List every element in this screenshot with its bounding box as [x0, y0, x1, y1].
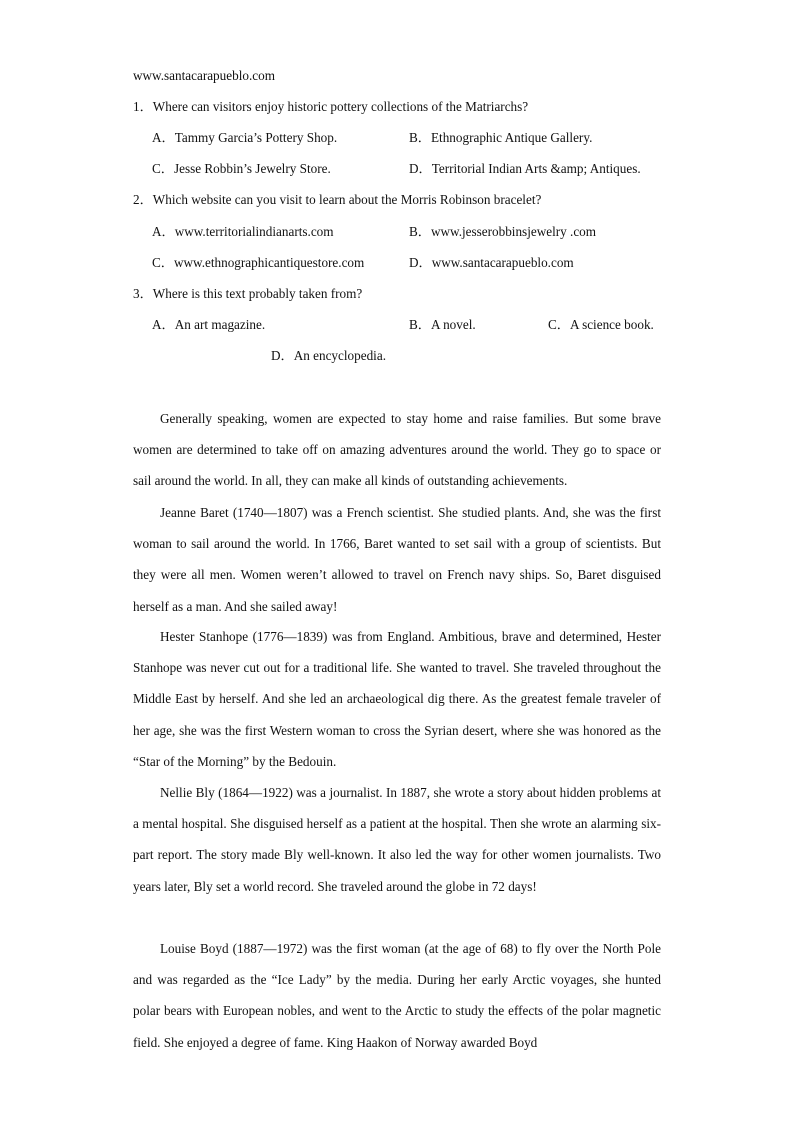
question-text: Where is this text probably taken from?	[152, 286, 363, 301]
option-2c: C．www.ethnographicantiquestore.com	[152, 255, 365, 270]
passage-paragraph-bly: Nellie Bly (1864—1922) was a journalist. In 1887, she wrote a story about hidden problems at a mental hospital. She disguised herself as a patient at the hospital. Then she wrote an alarming six-part report. The story made Bly well-known. It also led the way for other women journalists. Two years later, Bly set a world record. She traveled around the globe in 72 days!	[133, 785, 661, 894]
question-text: Which website can you visit to learn about the Morris Robinson bracelet?	[152, 192, 542, 207]
passage-paragraph-baret: Jeanne Baret (1740—1807) was a French scientist. She studied plants. And, she was the first woman to sail around the world. In 1766, Baret wanted to set sail with a group of scientists. But they were all men. Women weren’t allowed to travel on French navy ships. So, Baret disguised herself as a man. And she sailed away!	[133, 505, 661, 614]
option-1c: C．Jesse Robbin’s Jewelry Store.	[152, 161, 331, 176]
passage-paragraph-boyd: Louise Boyd (1887—1972) was the first woman (at the age of 68) to fly over the North Pole and was regarded as the “Ice Lady” by the media. During her early Arctic voyages, she hunted polar bears with European nobles, and went to the Arctic to study the effects of the polar magnetic field. She enjoyed a degree of fame. King Haakon of Norway awarded Boyd	[133, 941, 661, 1050]
question-number: 1．	[133, 99, 153, 114]
option-3d: D．An encyclopedia.	[271, 348, 386, 363]
passage-paragraph-stanhope: Hester Stanhope (1776—1839) was from England. Ambitious, brave and determined, Hester Stanhope was never cut out for a traditional life. She wanted to travel. She traveled throughout the Middle East by herself. And she led an archaeological dig there. As the greatest female traveler of her age, she was the first Western woman to cross the Syrian desert, where she was honored as the “Star of the Morning” by the Bedouin.	[133, 629, 661, 769]
option-1a: A．Tammy Garcia’s Pottery Shop.	[152, 130, 338, 145]
option-2d: D．www.santacarapueblo.com	[409, 255, 574, 270]
option-3c: C．A science book.	[548, 317, 654, 332]
option-3b: B．A novel.	[409, 317, 476, 332]
passage-paragraph-intro: Generally speaking, women are expected to stay home and raise families. But some brave women are determined to take off on amazing adventures around the world. They go to space or sail around the world. In all, they can make all kinds of outstanding achievements.	[133, 411, 661, 489]
option-2b: B．www.jesserobbinsjewelry .com	[409, 224, 597, 239]
question-text: Where can visitors enjoy historic pottery collections of the Matriarchs?	[152, 99, 529, 114]
option-1d: D．Territorial Indian Arts &amp; Antiques.	[409, 161, 641, 176]
option-3a: A．An art magazine.	[152, 317, 266, 332]
question-number: 3．	[133, 286, 153, 301]
question-3	[133, 286, 362, 302]
question-2	[133, 192, 541, 208]
option-2a: A．www.territorialindianarts.com	[152, 224, 334, 239]
question-1	[133, 99, 528, 115]
question-number: 2．	[133, 192, 153, 207]
option-1b: B．Ethnographic Antique Gallery.	[409, 130, 593, 145]
header-url: www.santacarapueblo.com	[133, 68, 275, 83]
